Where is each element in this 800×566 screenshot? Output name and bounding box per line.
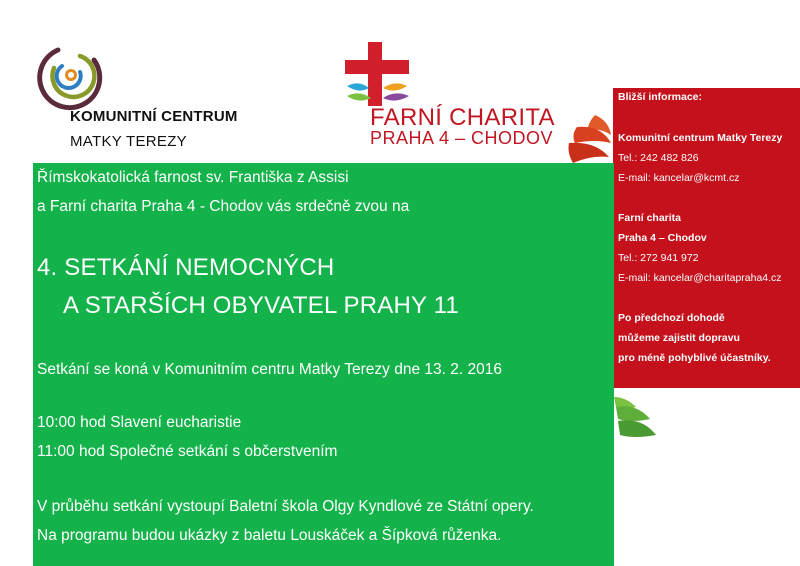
kc-contact-name: Komunitní centrum Matky Terezy bbox=[618, 132, 783, 144]
info-panel bbox=[613, 88, 800, 388]
kc-logo-title: KOMUNITNÍ CENTRUM bbox=[70, 108, 238, 125]
green-leaf-icon bbox=[610, 393, 662, 443]
komunitni-centrum-logo bbox=[34, 40, 106, 112]
info-heading: Bližší informace: bbox=[618, 91, 703, 103]
kc-contact-phone: Tel.: 242 482 826 bbox=[618, 152, 699, 164]
fc-contact-name-line2: Praha 4 – Chodov bbox=[618, 232, 707, 244]
transport-note-line3: pro méně pohyblivé účastníky. bbox=[618, 352, 771, 364]
fc-logo-title: FARNÍ CHARITA bbox=[370, 104, 555, 131]
schedule-item-2: 11:00 hod Společné setkání s občerstvením bbox=[37, 443, 338, 460]
intro-line1: Římskokatolická farnost sv. Františka z Assisi bbox=[37, 169, 349, 186]
intro-line2: a Farní charita Praha 4 - Chodov vás srdečně zvou na bbox=[37, 198, 410, 215]
transport-note-line1: Po předchozí dohodě bbox=[618, 312, 725, 324]
event-heading-line1: 4. SETKÁNÍ NEMOCNÝCH bbox=[37, 254, 335, 281]
event-venue-date: Setkání se koná v Komunitním centru Matky Terezy dne 13. 2. 2016 bbox=[37, 361, 502, 378]
schedule-item-1: 10:00 hod Slavení eucharistie bbox=[37, 414, 242, 431]
farni-charita-logo bbox=[343, 40, 415, 112]
kc-logo-subtitle: MATKY TEREZY bbox=[70, 133, 187, 150]
fc-contact-email: E-mail: kancelar@charitapraha4.cz bbox=[618, 272, 782, 284]
fc-contact-phone: Tel.: 272 941 972 bbox=[618, 252, 699, 264]
red-leaf-icon bbox=[565, 113, 615, 169]
program-line2: Na programu budou ukázky z baletu Louskáček a Šípková růženka. bbox=[37, 527, 502, 544]
main-invitation-panel bbox=[33, 163, 614, 566]
transport-note-line2: můžeme zajistit dopravu bbox=[618, 332, 740, 344]
kc-contact-email: E-mail: kancelar@kcmt.cz bbox=[618, 172, 740, 184]
fc-logo-subtitle: PRAHA 4 – CHODOV bbox=[370, 128, 554, 148]
event-heading-line2: A STARŠÍCH OBYVATEL PRAHY 11 bbox=[63, 292, 459, 319]
fc-contact-name-line1: Farní charita bbox=[618, 212, 682, 224]
program-line1: V průběhu setkání vystoupí Baletní škola Olgy Kyndlové ze Státní opery. bbox=[37, 498, 534, 515]
